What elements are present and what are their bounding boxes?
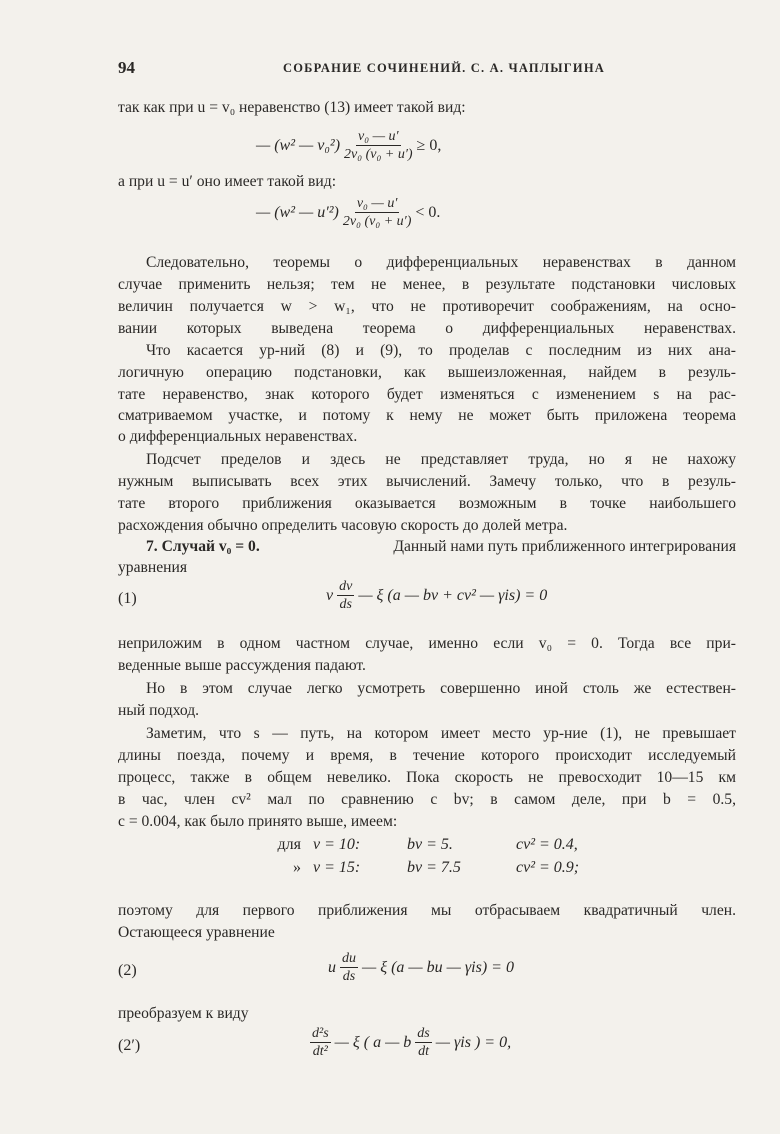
fraction: [340, 950, 358, 985]
text-line: расхождения обычно определить часовую скорость до долей метра.: [118, 517, 568, 534]
formula-part: — (w² — v₀²): [256, 136, 341, 154]
text-line: о дифференциальных неравенствах.: [118, 428, 358, 445]
text-line: Но в этом случае легко усмотреть совершенно иной столь же естествен-: [146, 680, 736, 697]
formula-part: ≥ 0,: [416, 136, 442, 154]
numerator: ds: [417, 1026, 430, 1041]
row-prefix: »: [293, 859, 301, 876]
values-row: [273, 836, 578, 854]
fraction: [310, 1025, 331, 1060]
fraction: [344, 128, 413, 163]
numerator: d²s: [312, 1026, 329, 1041]
text-line: сматриваемом участке, и потому к нему не может быть приложена теорема: [118, 407, 736, 424]
section-7-line: [146, 537, 736, 557]
fraction: [415, 1025, 431, 1060]
page-number: 94: [118, 58, 135, 77]
text-line: процесс, также в общем невелико. Пока скорость не превосходит 10—15 км: [118, 769, 736, 786]
text-line: Следовательно, теоремы о дифференциальных неравенствах в данном: [146, 254, 736, 271]
formula-part: — γis ) = 0,: [435, 1033, 512, 1051]
denominator: dt²: [312, 1044, 328, 1059]
text-line: уравнения: [118, 559, 188, 576]
numerator: v₀ — u′: [358, 129, 399, 144]
cv2-value: cv² = 0.4,: [516, 836, 578, 853]
formula-part: u: [328, 958, 336, 976]
text-line: величин получается w > w₁, что не противоречит соображениям, на осно-: [118, 298, 736, 315]
text-line: в час, член cv² мал по сравнению с bv; в самом деле, при b = 0.5,: [118, 791, 736, 808]
text-line: логичную операцию подстановки, как вышеизложенная, найдем в резуль-: [118, 364, 736, 381]
numerator: du: [342, 951, 356, 966]
text-line: неприложим в одном частном случае, именно если v₀ = 0. Тогда все при-: [118, 635, 736, 652]
text-line: нужным выписывать всех этих вычислений. Замечу только, что в резуль-: [118, 473, 736, 490]
formula-1: [256, 128, 441, 163]
text-line: тате неравенство, знак которого будет изменяться с изменением s на рас-: [118, 386, 736, 403]
equation-label: (1): [118, 590, 137, 607]
numerator: dv: [339, 579, 353, 594]
text-line: ный подход.: [118, 702, 200, 719]
formula-part: < 0.: [415, 203, 441, 221]
formula-part: — ξ (a — bv + cv² — γis) = 0: [358, 586, 548, 604]
denominator: 2v₀ (v₀ + u′): [342, 214, 412, 229]
v-value: v = 10:: [313, 836, 361, 853]
formula-part: v: [326, 586, 334, 604]
denominator: ds: [339, 597, 352, 612]
equation-1: [326, 578, 547, 613]
bv-value: bv = 7.5: [407, 859, 461, 876]
equation-2: [328, 950, 514, 985]
equation-2-prime: [306, 1025, 511, 1060]
equation-label: (2): [118, 962, 137, 979]
text-span: Данный нами путь приближенного интегрирования: [393, 538, 736, 555]
text-line: длины поезда, почему и время, в течение которого происходит исследуемый: [118, 747, 736, 764]
denominator: 2v₀ (v₀ + u′): [344, 147, 413, 162]
text-line: а при u = u′ оно имеет такой вид:: [118, 173, 337, 190]
page-header: [118, 58, 736, 78]
text-line: Что касается ур-ний (8) и (9), то проделав с последним из них ана-: [146, 342, 736, 359]
numerator: v₀ — u′: [356, 196, 398, 211]
values-row: [273, 859, 579, 877]
text-line: веденные выше рассуждения падают.: [118, 657, 366, 674]
formula-part: — ξ ( a — b: [334, 1033, 412, 1051]
denominator: dt: [418, 1044, 429, 1059]
formula-part: — ξ (a — bu — γis) = 0: [362, 958, 514, 976]
text-line: так как при u = v₀ неравенство (13) имеет такой вид:: [118, 99, 466, 116]
bv-value: bv = 5.: [407, 836, 453, 853]
text-line: поэтому для первого приближения мы отбрасываем квадратичный член.: [118, 902, 736, 919]
text-line: преобразуем к виду: [118, 1005, 249, 1022]
cv2-value: cv² = 0.9;: [516, 859, 580, 876]
v-value: v = 15:: [313, 859, 361, 876]
text-line: тате второго приближения оказывается возможным в точке наибольшего: [118, 495, 736, 512]
section-heading: 7. Случай v₀ = 0.: [146, 538, 260, 555]
text-line: Остающееся уравнение: [118, 924, 275, 941]
text-line: Подсчет пределов и здесь не представляет труда, но я не нахожу: [146, 451, 736, 468]
fraction: [343, 195, 412, 230]
formula-part: — (w² — u′²): [256, 203, 339, 221]
text-line: Заметим, что s — путь, на котором имеет место ур-ние (1), не превышает: [146, 725, 736, 742]
text-line: вании которых выведена теорема о дифференциальных неравенствах.: [118, 320, 736, 337]
equation-label: (2′): [118, 1037, 141, 1054]
row-prefix: для: [277, 836, 301, 853]
denominator: ds: [342, 969, 356, 984]
fraction: [337, 578, 354, 613]
running-title: СОБРАНИЕ СОЧИНЕНИЙ. С. А. ЧАПЛЫГИНА: [283, 61, 605, 75]
formula-2: [256, 195, 440, 230]
text-line: случае применить нельзя; тем не менее, в результате подстановки числовых: [118, 276, 736, 293]
text-line: c = 0.004, как было принято выше, имеем:: [118, 813, 398, 830]
